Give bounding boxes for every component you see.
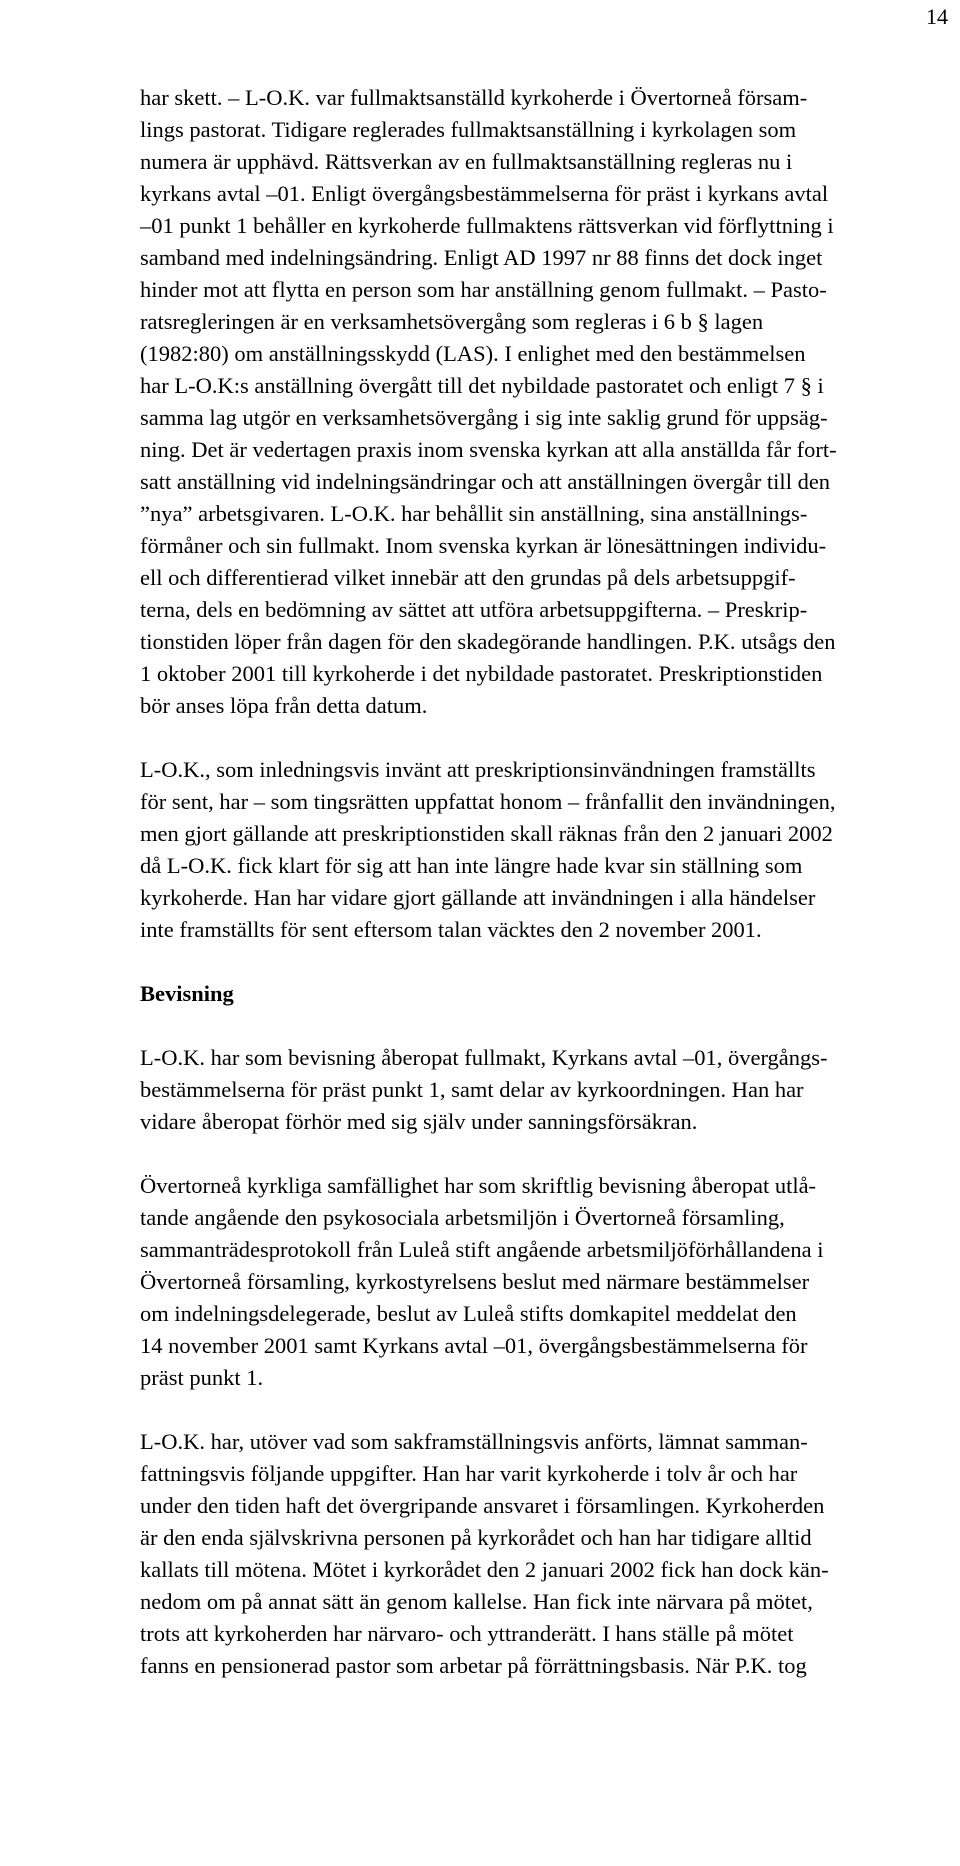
paragraph-testimony [140,1426,952,1682]
text-line: ning. Det är vedertagen praxis inom svenska kyrkan att alla anställda får fort- [140,437,837,462]
text-line: men gjort gällande att preskriptionstiden skall räknas från den 2 januari 2002 [140,821,833,846]
page-number: 14 [926,4,948,29]
text-line: 14 november 2001 samt Kyrkans avtal –01, övergångsbestämmelserna för [140,1333,808,1358]
text-line: ratsregleringen är en verksamhetsövergång som regleras i 6 b § lagen [140,309,764,334]
text-line: förmåner och sin fullmakt. Inom svenska kyrkan är lönesättningen individu- [140,533,827,558]
text-line: terna, dels en bedömning av sättet att utföra arbetsuppgifterna. – Preskrip- [140,597,808,622]
text-line: 1 oktober 2001 till kyrkoherde i det nybildade pastoratet. Preskriptionstiden [140,661,823,686]
paragraph-argument [140,82,952,722]
section-heading-evidence: Bevisning [140,981,234,1006]
paragraph-gap [140,1394,952,1426]
text-line: bör anses löpa från detta datum. [140,693,428,718]
paragraph-evidence-claimant [140,1042,952,1138]
paragraph-gap [140,722,952,754]
text-line: Övertorneå församling, kyrkostyrelsens beslut med närmare bestämmelser [140,1269,810,1294]
text-line: fattningsvis följande uppgifter. Han har varit kyrkoherde i tolv år och har [140,1461,798,1486]
paragraph-gap [140,1138,952,1170]
text-line: bestämmelserna för präst punkt 1, samt delar av kyrkoordningen. Han har [140,1077,804,1102]
text-line: sammanträdesprotokoll från Luleå stift angående arbetsmiljöförhållandena i [140,1237,824,1262]
text-line: har L-O.K:s anställning övergått till det nybildade pastoratet och enligt 7 § i [140,373,824,398]
text-line: (1982:80) om anställningsskydd (LAS). I enlighet med den bestämmelsen [140,341,806,366]
text-line: trots att kyrkoherden har närvaro- och yttranderätt. I hans ställe på mötet [140,1621,794,1646]
text-line: Övertorneå kyrkliga samfällighet har som skriftlig bevisning åberopat utlå- [140,1173,817,1198]
text-line: satt anställning vid indelningsändringar och att anställningen övergår till den [140,469,831,494]
paragraph-gap [140,946,952,978]
text-line: vidare åberopat förhör med sig själv under sanningsförsäkran. [140,1109,698,1134]
text-line: har skett. – L-O.K. var fullmaktsanställd kyrkoherde i Övertorneå försam- [140,85,808,110]
text-line: L-O.K. har, utöver vad som sakframställningsvis anförts, lämnat samman- [140,1429,808,1454]
text-line: ell och differentierad vilket innebär att den grundas på dels arbetsuppgif- [140,565,796,590]
text-line: inte framställts för sent eftersom talan väcktes den 2 november 2001. [140,917,762,942]
text-line: ”nya” arbetsgivaren. L-O.K. har behållit sin anställning, sina anställnings- [140,501,808,526]
text-line: kyrkoherde. Han har vidare gjort gällande att invändningen i alla händelser [140,885,816,910]
text-line: numera är upphävd. Rättsverkan av en fullmaktsanställning regleras nu i [140,149,793,174]
text-line: L-O.K. har som bevisning åberopat fullmakt, Kyrkans avtal –01, övergångs- [140,1045,828,1070]
text-line: –01 punkt 1 behåller en kyrkoherde fullmaktens rättsverkan vid förflyttning i [140,213,834,238]
document-body [140,82,952,1682]
text-line: då L-O.K. fick klart för sig att han inte längre hade kvar sin ställning som [140,853,803,878]
text-line: för sent, har – som tingsrätten uppfattat honom – frånfallit den invändningen, [140,789,836,814]
text-line: tande angående den psykosociala arbetsmiljön i Övertorneå församling, [140,1205,785,1230]
text-line: L-O.K., som inledningsvis invänt att preskriptionsinvändningen framställts [140,757,816,782]
paragraph-evidence-respondent [140,1170,952,1394]
text-line: är den enda självskrivna personen på kyrkorådet och han har tidigare alltid [140,1525,812,1550]
paragraph-gap [140,1010,952,1042]
text-line: kallats till mötena. Mötet i kyrkorådet den 2 januari 2002 fick han dock kän- [140,1557,829,1582]
text-line: tionstiden löper från dagen för den skadegörande handlingen. P.K. utsågs den [140,629,836,654]
text-line: om indelningsdelegerade, beslut av Luleå stifts domkapitel meddelat den [140,1301,797,1326]
text-line: nedom om på annat sätt än genom kallelse. Han fick inte närvara på mötet, [140,1589,813,1614]
text-line: fanns en pensionerad pastor som arbetar på förrättningsbasis. När P.K. tog [140,1653,807,1678]
paragraph-limitation [140,754,952,946]
text-line: präst punkt 1. [140,1365,264,1390]
text-line: under den tiden haft det övergripande ansvaret i församlingen. Kyrkoherden [140,1493,825,1518]
text-line: lings pastorat. Tidigare reglerades fullmaktsanställning i kyrkolagen som [140,117,797,142]
text-line: samma lag utgör en verksamhetsövergång i sig inte saklig grund för uppsäg- [140,405,828,430]
text-line: hinder mot att flytta en person som har anställning genom fullmakt. – Pasto- [140,277,827,302]
text-line: kyrkans avtal –01. Enligt övergångsbestämmelserna för präst i kyrkans avtal [140,181,829,206]
text-line: samband med indelningsändring. Enligt AD 1997 nr 88 finns det dock inget [140,245,823,270]
